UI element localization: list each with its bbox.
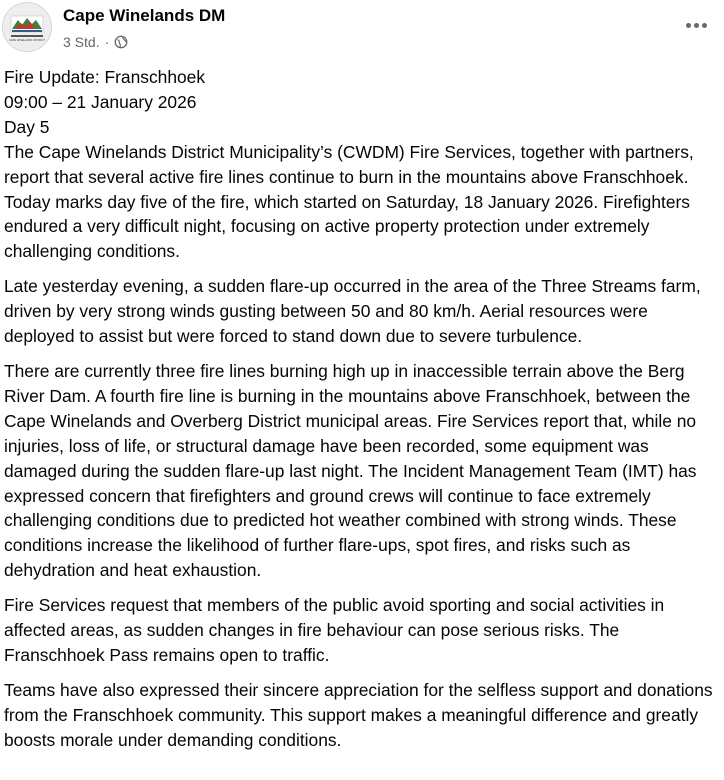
- post-timestamp[interactable]: 3 Std.: [63, 34, 100, 50]
- more-dot: [702, 23, 707, 28]
- cape-winelands-logo: [3, 3, 51, 51]
- post-paragraph: There are currently three fire lines burning high up in inaccessible terrain above the Berg River Dam. A fourth fire line is burning in the mountains above Franschhoek, between the Cape Winelands and Overberg District municipal areas. Fire Services report that, while no injuries, loss of life, or structural damage have been recorded, some equipment was damaged during the sudden flare-up last night. The Incident Management Team (IMT) has expressed concern that firefighters and ground crews will continue to face extremely challenging conditions due to predicted hot weather combined with strong winds. These conditions increase the likelihood of further flare-ups, spot fires, and risks such as dehydration and heat exhaustion.: [4, 360, 697, 581]
- globe-icon[interactable]: [114, 35, 128, 49]
- post-day-line: Day 5: [4, 116, 50, 137]
- post-time-line: 09:00 – 21 January 2026: [4, 91, 197, 112]
- more-dot: [694, 23, 699, 28]
- post-header: [0, 0, 724, 64]
- post-paragraph: Teams have also expressed their sincere appreciation for the selfless support and donations from the Franschhoek community. This support makes a meaningful difference and greatly boosts morale under demanding conditions.: [4, 679, 713, 750]
- post-body: [4, 65, 716, 753]
- page-name-link[interactable]: Cape Winelands DM: [63, 6, 226, 25]
- page-avatar[interactable]: [2, 2, 52, 52]
- more-options-button[interactable]: [682, 14, 710, 36]
- meta-separator: ·: [104, 34, 110, 50]
- post-intro-paragraph: The Cape Winelands District Municipality’s (CWDM) Fire Services, together with partners, report that several active fire lines continue to burn in the mountains above Franschhoek.: [4, 141, 694, 187]
- post-meta: [63, 33, 128, 51]
- post-title-line: Fire Update: Franschhoek: [4, 67, 206, 87]
- more-dot: [686, 23, 691, 28]
- logo-text: CAPE WINELANDS DISTRICT: [9, 39, 45, 42]
- post-paragraph: Fire Services request that members of the public avoid sporting and social activities in affected areas, as sudden changes in fire behaviour can pose serious risks. The Franschhoek Pass remains open to traffic.: [4, 595, 665, 665]
- post-paragraph: Late yesterday evening, a sudden flare-up occurred in the area of the Three Streams farm, driven by very strong winds gusting between 50 and 80 km/h. Aerial resources were deployed to assist but were forced to stand down due to severe turbulence.: [4, 276, 701, 347]
- post-day-paragraph: Today marks day five of the fire, which started on Saturday, 18 January 2026. Firefighters endured a very difficult night, focusing on active property protection under extremely challenging conditions.: [4, 191, 690, 262]
